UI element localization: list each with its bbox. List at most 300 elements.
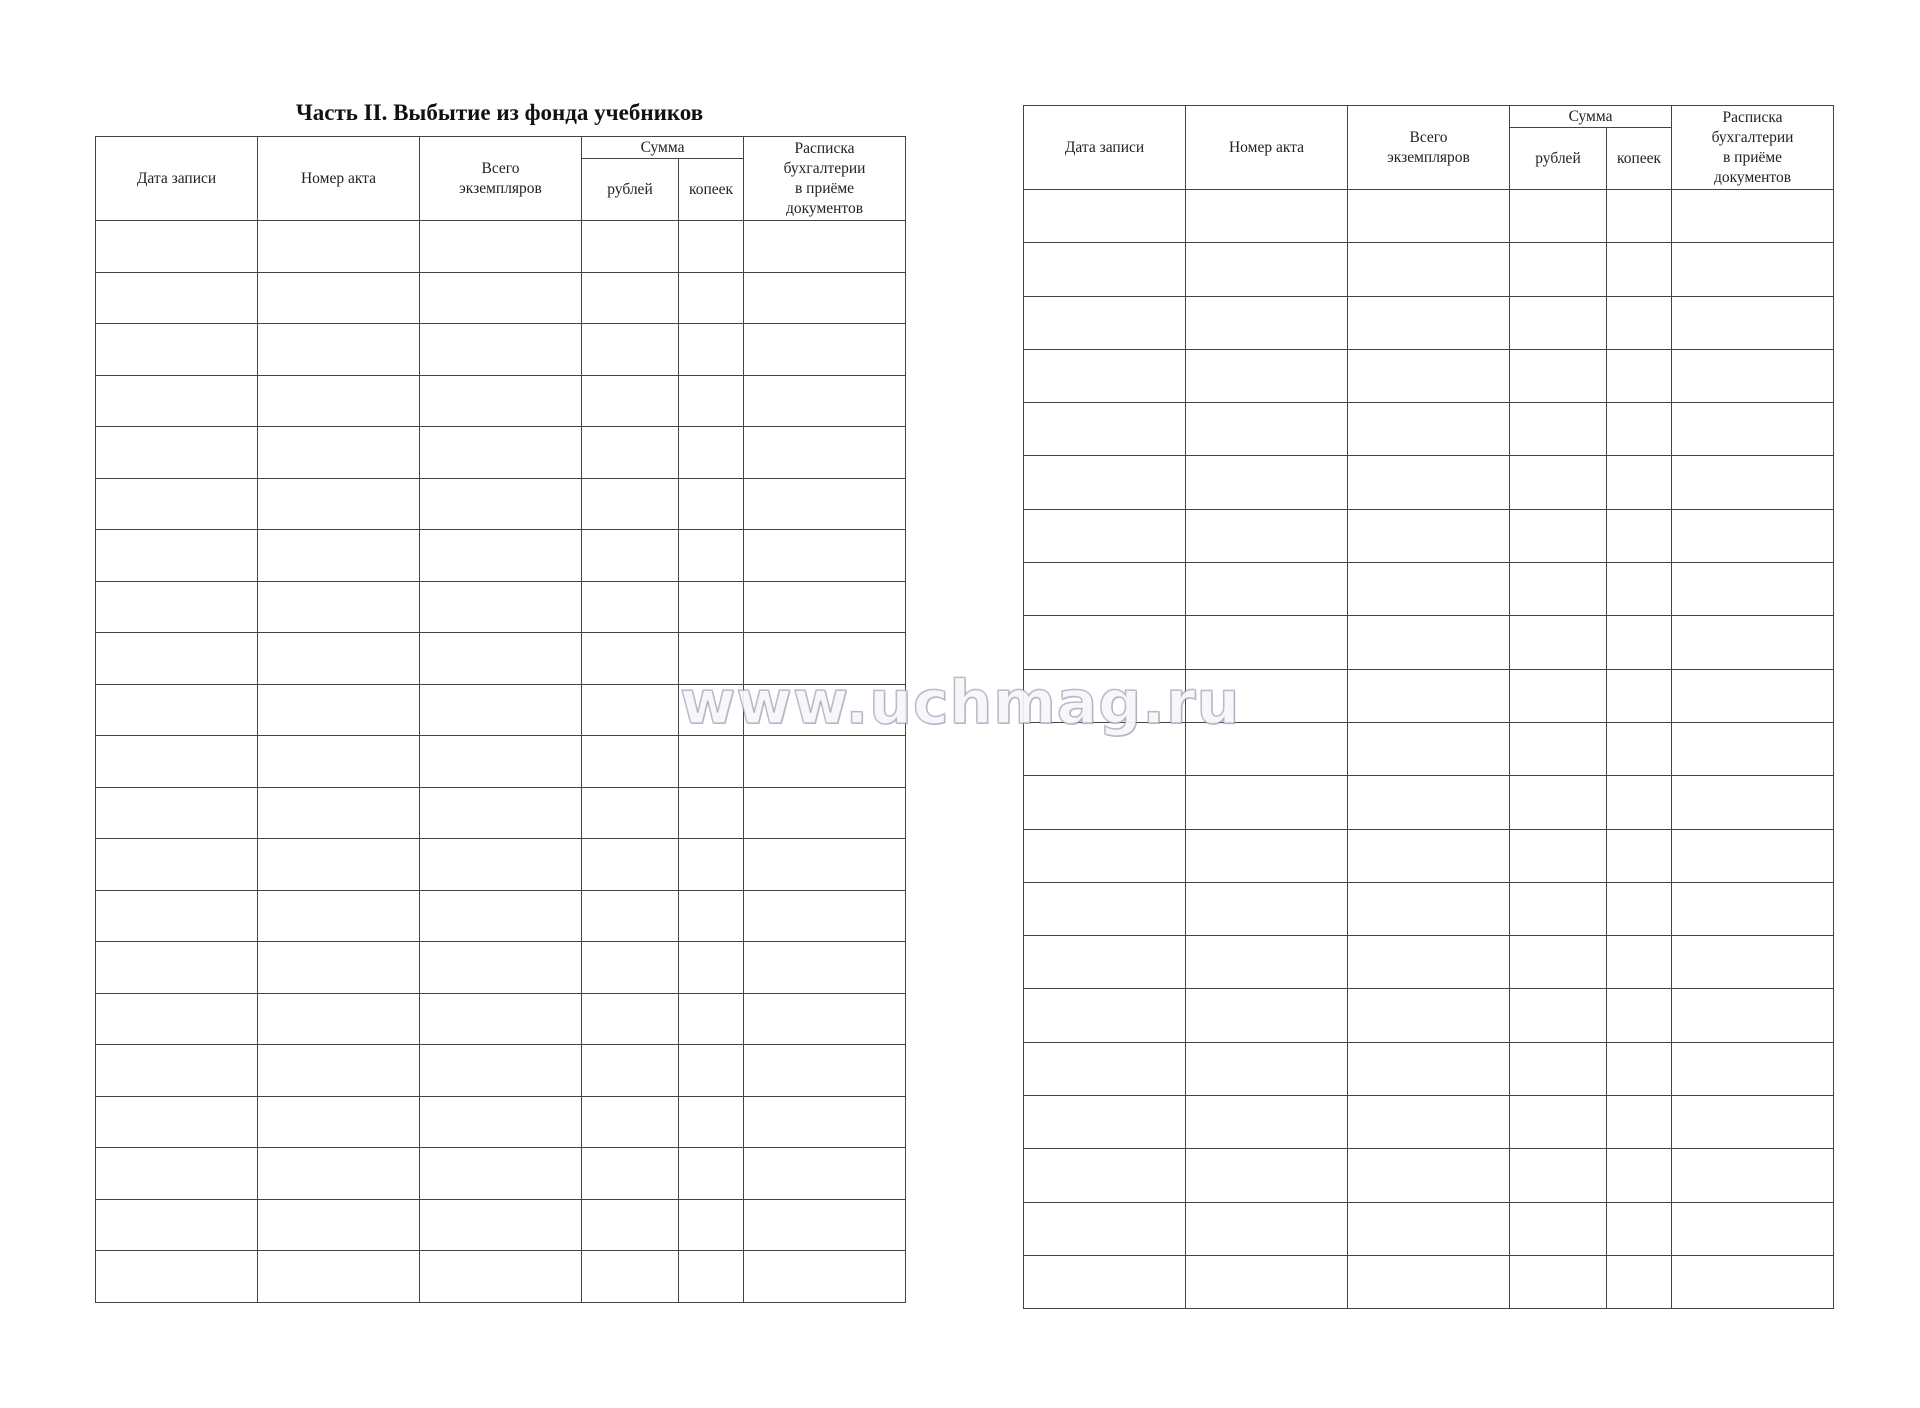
cell-receipt (744, 581, 906, 633)
cell-rubles (1510, 349, 1607, 402)
cell-date (96, 530, 258, 582)
cell-receipt (744, 839, 906, 891)
cell-rubles (582, 272, 679, 324)
cell-act-number (1186, 882, 1348, 935)
cell-kopecks (679, 427, 744, 479)
col-date-header: Дата записи (1024, 106, 1186, 190)
cell-receipt (1672, 1202, 1834, 1255)
cell-act-number (258, 221, 420, 273)
cell-total-copies (420, 1045, 582, 1097)
cell-total-copies (1348, 456, 1510, 509)
cell-rubles (1510, 296, 1607, 349)
cell-date (96, 684, 258, 736)
cell-date (1024, 1255, 1186, 1308)
cell-date (96, 839, 258, 891)
cell-kopecks (1607, 1255, 1672, 1308)
table-row (1024, 989, 1834, 1042)
cell-total-copies (420, 581, 582, 633)
cell-kopecks (1607, 243, 1672, 296)
cell-date (96, 427, 258, 479)
cell-receipt (1672, 563, 1834, 616)
cell-kopecks (679, 324, 744, 376)
table-row (1024, 563, 1834, 616)
col-receipt-line1: Расписка (794, 139, 855, 157)
cell-date (1024, 936, 1186, 989)
cell-date (1024, 456, 1186, 509)
cell-date (96, 324, 258, 376)
cell-total-copies (420, 1096, 582, 1148)
cell-rubles (1510, 190, 1607, 243)
cell-date (1024, 296, 1186, 349)
cell-act-number (1186, 509, 1348, 562)
table-row (96, 1045, 906, 1097)
cell-date (96, 1148, 258, 1200)
cell-receipt (1672, 616, 1834, 669)
cell-kopecks (679, 736, 744, 788)
cell-total-copies (420, 839, 582, 891)
cell-date (96, 1096, 258, 1148)
cell-total-copies (420, 633, 582, 685)
table-row (1024, 1255, 1834, 1308)
cell-receipt (1672, 1255, 1834, 1308)
cell-rubles (582, 221, 679, 273)
table-row (96, 1199, 906, 1251)
cell-rubles (1510, 1149, 1607, 1202)
col-total-line2: экземпляров (1387, 148, 1470, 166)
cell-act-number (1186, 829, 1348, 882)
cell-kopecks (1607, 349, 1672, 402)
cell-date (96, 633, 258, 685)
cell-kopecks (679, 530, 744, 582)
col-receipt-line4: документов (1713, 168, 1792, 186)
cell-rubles (582, 684, 679, 736)
cell-date (96, 736, 258, 788)
table-row (96, 530, 906, 582)
table-row (96, 221, 906, 273)
cell-act-number (1186, 403, 1348, 456)
cell-receipt (744, 375, 906, 427)
cell-rubles (1510, 882, 1607, 935)
cell-rubles (582, 1096, 679, 1148)
cell-total-copies (1348, 776, 1510, 829)
cell-act-number (258, 633, 420, 685)
cell-total-copies (420, 942, 582, 994)
cell-act-number (258, 530, 420, 582)
col-total-copies-header (1348, 106, 1510, 190)
cell-date (1024, 1202, 1186, 1255)
cell-act-number (258, 375, 420, 427)
col-act-number-header: Номер акта (258, 137, 420, 221)
cell-rubles (1510, 829, 1607, 882)
table-row (1024, 776, 1834, 829)
table-row (96, 890, 906, 942)
table-row (1024, 616, 1834, 669)
cell-act-number (258, 1148, 420, 1200)
cell-total-copies (1348, 296, 1510, 349)
cell-act-number (258, 890, 420, 942)
cell-receipt (1672, 829, 1834, 882)
cell-kopecks (1607, 563, 1672, 616)
cell-date (96, 1045, 258, 1097)
cell-total-copies (420, 324, 582, 376)
cell-act-number (258, 1199, 420, 1251)
cell-act-number (1186, 616, 1348, 669)
cell-total-copies (420, 221, 582, 273)
cell-act-number (258, 839, 420, 891)
cell-receipt (1672, 190, 1834, 243)
cell-date (96, 942, 258, 994)
cell-rubles (582, 581, 679, 633)
cell-rubles (1510, 563, 1607, 616)
cell-receipt (744, 221, 906, 273)
cell-rubles (1510, 616, 1607, 669)
cell-receipt (1672, 456, 1834, 509)
cell-receipt (744, 1251, 906, 1303)
cell-date (1024, 616, 1186, 669)
cell-kopecks (679, 221, 744, 273)
cell-date (1024, 776, 1186, 829)
cell-total-copies (1348, 563, 1510, 616)
cell-kopecks (1607, 509, 1672, 562)
cell-kopecks (679, 1045, 744, 1097)
cell-date (1024, 243, 1186, 296)
col-receipt-line4: документов (785, 199, 864, 217)
cell-total-copies (420, 684, 582, 736)
cell-rubles (582, 1148, 679, 1200)
cell-rubles (1510, 1255, 1607, 1308)
cell-rubles (1510, 722, 1607, 775)
cell-kopecks (1607, 829, 1672, 882)
table-row (96, 581, 906, 633)
col-kopecks-header: копеек (679, 159, 744, 221)
cell-total-copies (1348, 669, 1510, 722)
cell-rubles (582, 530, 679, 582)
cell-kopecks (1607, 1096, 1672, 1149)
cell-act-number (1186, 349, 1348, 402)
cell-act-number (258, 478, 420, 530)
table-row (1024, 349, 1834, 402)
cell-act-number (1186, 296, 1348, 349)
cell-receipt (1672, 989, 1834, 1042)
cell-kopecks (679, 375, 744, 427)
col-receipt-header (1672, 106, 1834, 190)
cell-date (96, 581, 258, 633)
cell-date (1024, 989, 1186, 1042)
cell-act-number (258, 993, 420, 1045)
cell-act-number (1186, 1202, 1348, 1255)
cell-receipt (1672, 776, 1834, 829)
cell-receipt (744, 1096, 906, 1148)
cell-receipt (744, 1045, 906, 1097)
cell-act-number (1186, 243, 1348, 296)
cell-act-number (1186, 1096, 1348, 1149)
cell-act-number (258, 1251, 420, 1303)
table-row (1024, 403, 1834, 456)
col-receipt-line3: в приёме (1722, 148, 1783, 166)
cell-rubles (582, 1045, 679, 1097)
cell-rubles (582, 324, 679, 376)
cell-date (96, 478, 258, 530)
table-row (1024, 509, 1834, 562)
cell-kopecks (679, 890, 744, 942)
cell-total-copies (1348, 936, 1510, 989)
cell-rubles (582, 1199, 679, 1251)
table-row (1024, 1042, 1834, 1095)
cell-rubles (582, 427, 679, 479)
table-row (96, 375, 906, 427)
col-total-line1: Всего (481, 159, 520, 177)
cell-kopecks (1607, 882, 1672, 935)
cell-receipt (744, 1148, 906, 1200)
col-sum-header: Сумма (582, 137, 744, 159)
cell-act-number (1186, 1149, 1348, 1202)
cell-rubles (1510, 456, 1607, 509)
col-sum-header: Сумма (1510, 106, 1672, 128)
cell-rubles (582, 375, 679, 427)
cell-total-copies (1348, 1202, 1510, 1255)
cell-date (96, 272, 258, 324)
cell-act-number (258, 581, 420, 633)
cell-receipt (744, 530, 906, 582)
cell-date (96, 1199, 258, 1251)
cell-total-copies (1348, 349, 1510, 402)
cell-date (1024, 1149, 1186, 1202)
cell-rubles (1510, 776, 1607, 829)
cell-total-copies (420, 787, 582, 839)
cell-act-number (258, 1045, 420, 1097)
cell-receipt (744, 942, 906, 994)
cell-act-number (258, 324, 420, 376)
watermark: www.uchmag.ru (680, 668, 1241, 738)
col-receipt-line2: бухгалтерии (1711, 128, 1794, 146)
cell-rubles (582, 993, 679, 1045)
table-row (1024, 296, 1834, 349)
cell-rubles (582, 478, 679, 530)
col-rubles-header: рублей (582, 159, 679, 221)
cell-receipt (744, 324, 906, 376)
cell-date (1024, 1096, 1186, 1149)
table-row (96, 839, 906, 891)
cell-total-copies (420, 993, 582, 1045)
table-row (96, 942, 906, 994)
table-body-left (96, 221, 906, 1303)
cell-kopecks (1607, 669, 1672, 722)
cell-kopecks (679, 993, 744, 1045)
cell-date (96, 221, 258, 273)
cell-act-number (1186, 1042, 1348, 1095)
cell-total-copies (1348, 882, 1510, 935)
cell-total-copies (1348, 1096, 1510, 1149)
cell-rubles (1510, 243, 1607, 296)
cell-total-copies (1348, 243, 1510, 296)
cell-total-copies (420, 736, 582, 788)
col-date-header: Дата записи (96, 137, 258, 221)
table-row (96, 272, 906, 324)
cell-total-copies (1348, 829, 1510, 882)
cell-date (96, 375, 258, 427)
cell-receipt (1672, 882, 1834, 935)
cell-total-copies (1348, 1149, 1510, 1202)
cell-kopecks (1607, 456, 1672, 509)
cell-total-copies (420, 530, 582, 582)
cell-kopecks (1607, 776, 1672, 829)
col-total-copies-header (420, 137, 582, 221)
cell-rubles (1510, 403, 1607, 456)
cell-act-number (258, 427, 420, 479)
cell-kopecks (679, 1148, 744, 1200)
cell-date (96, 787, 258, 839)
cell-date (1024, 403, 1186, 456)
col-receipt-line2: бухгалтерии (783, 159, 866, 177)
cell-kopecks (1607, 722, 1672, 775)
table-row (96, 1148, 906, 1200)
cell-date (96, 890, 258, 942)
cell-kopecks (1607, 936, 1672, 989)
cell-rubles (582, 942, 679, 994)
cell-kopecks (679, 1251, 744, 1303)
cell-total-copies (1348, 1255, 1510, 1308)
cell-kopecks (1607, 296, 1672, 349)
cell-rubles (582, 633, 679, 685)
table-row (1024, 1096, 1834, 1149)
table-row (1024, 936, 1834, 989)
cell-act-number (1186, 989, 1348, 1042)
table-row (1024, 1149, 1834, 1202)
cell-receipt (744, 272, 906, 324)
cell-receipt (1672, 936, 1834, 989)
table-row (96, 427, 906, 479)
col-receipt-header (744, 137, 906, 221)
table-row (96, 787, 906, 839)
table-row (1024, 190, 1834, 243)
cell-kopecks (679, 1096, 744, 1148)
table-row (96, 993, 906, 1045)
cell-total-copies (1348, 989, 1510, 1042)
table-row (96, 478, 906, 530)
cell-rubles (1510, 509, 1607, 562)
cell-rubles (1510, 1096, 1607, 1149)
cell-kopecks (679, 942, 744, 994)
cell-act-number (1186, 1255, 1348, 1308)
table-row (1024, 243, 1834, 296)
cell-date (96, 993, 258, 1045)
cell-kopecks (1607, 1202, 1672, 1255)
cell-receipt (1672, 722, 1834, 775)
col-receipt-line1: Расписка (1722, 108, 1783, 126)
cell-rubles (1510, 936, 1607, 989)
cell-receipt (744, 993, 906, 1045)
cell-total-copies (1348, 509, 1510, 562)
table-row (96, 324, 906, 376)
cell-rubles (582, 839, 679, 891)
page-title: Часть II. Выбытие из фонда учебников (295, 100, 704, 125)
cell-act-number (1186, 456, 1348, 509)
cell-receipt (1672, 1096, 1834, 1149)
cell-receipt (1672, 243, 1834, 296)
cell-receipt (744, 736, 906, 788)
cell-total-copies (420, 890, 582, 942)
cell-date (96, 1251, 258, 1303)
cell-date (1024, 1042, 1186, 1095)
cell-rubles (582, 736, 679, 788)
cell-rubles (1510, 1042, 1607, 1095)
cell-total-copies (1348, 403, 1510, 456)
cell-total-copies (420, 427, 582, 479)
col-total-line1: Всего (1409, 128, 1448, 146)
cell-kopecks (679, 478, 744, 530)
cell-kopecks (679, 839, 744, 891)
cell-act-number (258, 272, 420, 324)
table-body-right (1024, 190, 1834, 1309)
cell-kopecks (679, 581, 744, 633)
table-row (96, 1251, 906, 1303)
cell-date (1024, 190, 1186, 243)
cell-total-copies (420, 478, 582, 530)
cell-receipt (1672, 509, 1834, 562)
cell-kopecks (1607, 1149, 1672, 1202)
cell-kopecks (679, 787, 744, 839)
cell-total-copies (1348, 190, 1510, 243)
cell-kopecks (1607, 1042, 1672, 1095)
cell-rubles (1510, 989, 1607, 1042)
table-row (96, 736, 906, 788)
cell-total-copies (1348, 722, 1510, 775)
cell-act-number (258, 684, 420, 736)
cell-act-number (258, 942, 420, 994)
cell-total-copies (1348, 1042, 1510, 1095)
col-receipt-line3: в приёме (794, 179, 855, 197)
table-row (1024, 829, 1834, 882)
cell-date (1024, 563, 1186, 616)
cell-act-number (1186, 776, 1348, 829)
cell-total-copies (420, 1199, 582, 1251)
cell-kopecks (1607, 403, 1672, 456)
table-row (1024, 882, 1834, 935)
cell-act-number (1186, 563, 1348, 616)
table-row (1024, 456, 1834, 509)
cell-receipt (1672, 349, 1834, 402)
cell-kopecks (1607, 616, 1672, 669)
cell-receipt (744, 890, 906, 942)
cell-receipt (744, 427, 906, 479)
cell-date (1024, 829, 1186, 882)
cell-rubles (1510, 1202, 1607, 1255)
cell-kopecks (679, 272, 744, 324)
cell-rubles (1510, 669, 1607, 722)
cell-total-copies (1348, 616, 1510, 669)
cell-act-number (258, 1096, 420, 1148)
cell-date (1024, 349, 1186, 402)
cell-rubles (582, 890, 679, 942)
cell-act-number (1186, 190, 1348, 243)
cell-date (1024, 882, 1186, 935)
cell-total-copies (420, 375, 582, 427)
cell-receipt (1672, 296, 1834, 349)
cell-receipt (744, 787, 906, 839)
cell-kopecks (1607, 190, 1672, 243)
col-rubles-header: рублей (1510, 128, 1607, 190)
cell-receipt (1672, 669, 1834, 722)
cell-act-number (1186, 936, 1348, 989)
cell-kopecks (679, 1199, 744, 1251)
cell-receipt (1672, 1149, 1834, 1202)
cell-receipt (744, 1199, 906, 1251)
col-act-number-header: Номер акта (1186, 106, 1348, 190)
cell-act-number (258, 787, 420, 839)
table-row (1024, 1202, 1834, 1255)
cell-act-number (258, 736, 420, 788)
col-kopecks-header: копеек (1607, 128, 1672, 190)
